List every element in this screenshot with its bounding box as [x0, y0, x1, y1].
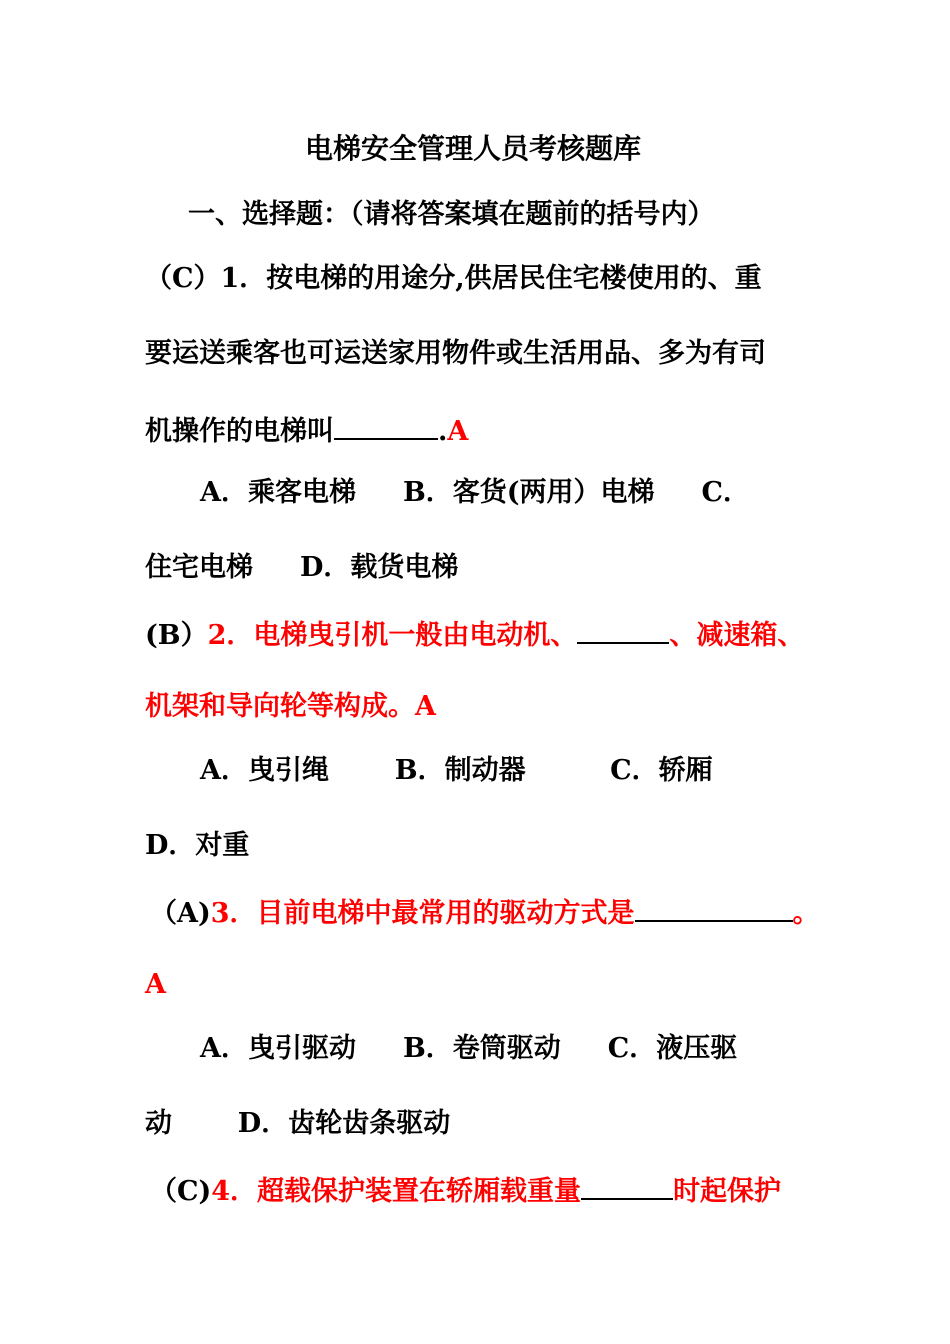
question-1-options-line-1: A．乘客电梯 B．客货(两用）电梯 C． — [200, 477, 751, 508]
answer-blank — [334, 412, 438, 440]
question-4-text-after: 时起保护 — [673, 1176, 782, 1207]
question-4-line-1 — [150, 1172, 781, 1209]
question-1-tail: . — [438, 416, 448, 447]
question-2-line-2: 机架和导向轮等构成。A — [145, 691, 436, 722]
question-1-line-3 — [145, 412, 468, 449]
section-heading: 一、选择题：（请将答案填在题前的括号内） — [188, 199, 715, 230]
question-2-text: 2．电梯曳引机一般由电动机、 — [207, 620, 578, 651]
question-1-answer: A — [447, 416, 469, 447]
question-2-marker: (B） — [145, 620, 208, 651]
question-3-marker: （A) — [150, 898, 211, 929]
question-2-text-after: 、减速箱、 — [669, 620, 805, 651]
question-2-options-line-1: A．曳引绳 B．制动器 C．轿厢 — [200, 755, 713, 786]
question-4-text: 4．超载保护装置在轿厢载重量 — [211, 1176, 582, 1207]
page-title: 电梯安全管理人员考核题库 — [305, 132, 642, 165]
question-3-text: 3．目前电梯中最常用的驱动方式是 — [210, 898, 635, 929]
answer-blank — [635, 894, 793, 922]
question-3-options-line-2: 动 D．齿轮齿条驱动 — [145, 1108, 451, 1139]
question-3-options-line-1: A．曳引驱动 B．卷筒驱动 C．液压驱 — [200, 1033, 738, 1064]
question-4-marker: （C) — [150, 1176, 212, 1207]
question-1-line-1: （C）1．按电梯的用途分,供居民住宅楼使用的、重 — [145, 263, 762, 294]
question-1-text: 机操作的电梯叫 — [145, 416, 334, 447]
question-3-line-1 — [150, 894, 820, 931]
answer-blank — [581, 1172, 673, 1200]
question-3-text-after: 。 — [792, 898, 820, 929]
question-2-options-line-2: D．对重 — [145, 830, 250, 861]
question-2-line-1 — [145, 616, 804, 653]
question-1-options-line-2: 住宅电梯 D．载货电梯 — [145, 552, 459, 583]
answer-blank — [577, 616, 669, 644]
question-1-line-2: 要运送乘客也可运送家用物件或生活用品、多为有司 — [145, 338, 766, 369]
question-3-answer: A — [145, 969, 166, 1000]
